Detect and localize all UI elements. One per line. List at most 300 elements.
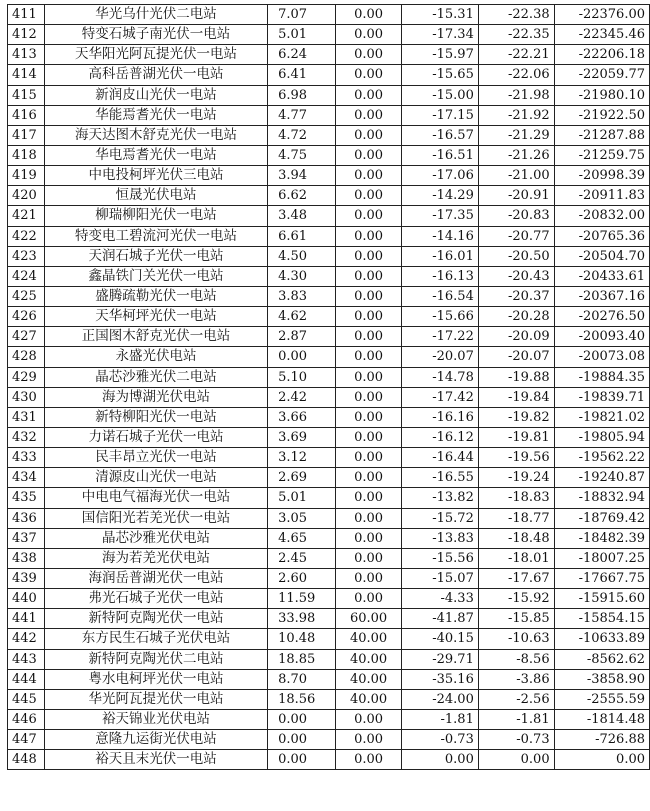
col-c-value: -20.07 — [402, 347, 478, 367]
table-row — [8, 730, 650, 750]
col-b-value: 0.00 — [335, 468, 402, 488]
col-a-value: 5.01 — [268, 488, 336, 508]
row-index: 438 — [8, 548, 45, 568]
col-a-value: 3.83 — [268, 286, 336, 306]
col-c-value: -41.87 — [402, 609, 478, 629]
row-index: 418 — [8, 145, 45, 165]
col-c-value: -17.15 — [402, 105, 478, 125]
station-name: 华光乌什光伏二电站 — [44, 5, 267, 25]
col-e-value: -20093.40 — [554, 327, 649, 347]
col-c-value: -16.12 — [402, 427, 478, 447]
table-row — [8, 125, 650, 145]
row-index: 425 — [8, 286, 45, 306]
row-index: 441 — [8, 609, 45, 629]
col-a-value: 18.85 — [268, 649, 336, 669]
col-b-value: 0.00 — [335, 286, 402, 306]
col-d-value: -22.38 — [478, 5, 554, 25]
station-name: 天华柯坪光伏一电站 — [44, 307, 267, 327]
station-name: 意隆九运街光伏电站 — [44, 730, 267, 750]
col-c-value: -17.34 — [402, 25, 478, 45]
col-b-value: 0.00 — [335, 327, 402, 347]
row-index: 442 — [8, 629, 45, 649]
col-d-value: -21.92 — [478, 105, 554, 125]
col-c-value: -17.42 — [402, 387, 478, 407]
col-d-value: -18.83 — [478, 488, 554, 508]
col-d-value: -20.83 — [478, 206, 554, 226]
col-c-value: -1.81 — [402, 709, 478, 729]
col-d-value: -8.56 — [478, 649, 554, 669]
col-d-value: -19.81 — [478, 427, 554, 447]
col-a-value: 10.48 — [268, 629, 336, 649]
col-d-value: -20.91 — [478, 186, 554, 206]
table-row — [8, 327, 650, 347]
col-a-value: 7.07 — [268, 5, 336, 25]
station-name: 国信阳光若羌光伏一电站 — [44, 508, 267, 528]
col-d-value: -0.73 — [478, 730, 554, 750]
col-e-value: -21287.88 — [554, 125, 649, 145]
col-c-value: -15.66 — [402, 307, 478, 327]
col-a-value: 4.50 — [268, 246, 336, 266]
col-a-value: 0.00 — [268, 709, 336, 729]
row-index: 439 — [8, 568, 45, 588]
col-a-value: 4.30 — [268, 266, 336, 286]
station-name: 清源皮山光伏一电站 — [44, 468, 267, 488]
row-index: 419 — [8, 166, 45, 186]
col-e-value: -21259.75 — [554, 145, 649, 165]
col-d-value: -20.37 — [478, 286, 554, 306]
col-c-value: -15.56 — [402, 548, 478, 568]
col-e-value: -21980.10 — [554, 85, 649, 105]
col-b-value: 0.00 — [335, 709, 402, 729]
col-b-value: 0.00 — [335, 166, 402, 186]
station-table — [7, 4, 650, 770]
row-index: 448 — [8, 750, 45, 770]
col-c-value: -0.73 — [402, 730, 478, 750]
col-d-value: -1.81 — [478, 709, 554, 729]
row-index: 415 — [8, 85, 45, 105]
col-c-value: -15.00 — [402, 85, 478, 105]
col-c-value: -15.97 — [402, 45, 478, 65]
col-d-value: -21.00 — [478, 166, 554, 186]
table-row — [8, 25, 650, 45]
row-index: 423 — [8, 246, 45, 266]
table-row — [8, 709, 650, 729]
col-e-value: -20911.83 — [554, 186, 649, 206]
col-e-value: -20433.61 — [554, 266, 649, 286]
col-b-value: 0.00 — [335, 85, 402, 105]
col-d-value: -21.98 — [478, 85, 554, 105]
col-d-value: -19.88 — [478, 367, 554, 387]
col-e-value: -19821.02 — [554, 407, 649, 427]
col-b-value: 0.00 — [335, 347, 402, 367]
table-row — [8, 488, 650, 508]
col-b-value: 0.00 — [335, 407, 402, 427]
station-name: 晶芯沙雅光伏二电站 — [44, 367, 267, 387]
row-index: 427 — [8, 327, 45, 347]
col-b-value: 0.00 — [335, 125, 402, 145]
col-b-value: 0.00 — [335, 266, 402, 286]
col-b-value: 0.00 — [335, 750, 402, 770]
row-index: 432 — [8, 427, 45, 447]
col-b-value: 0.00 — [335, 186, 402, 206]
col-e-value: -10633.89 — [554, 629, 649, 649]
station-name: 华光阿瓦提光伏一电站 — [44, 689, 267, 709]
col-d-value: -10.63 — [478, 629, 554, 649]
col-a-value: 18.56 — [268, 689, 336, 709]
row-index: 446 — [8, 709, 45, 729]
row-index: 412 — [8, 25, 45, 45]
station-name: 晶芯沙雅光伏电站 — [44, 528, 267, 548]
col-b-value: 0.00 — [335, 528, 402, 548]
col-a-value: 4.72 — [268, 125, 336, 145]
col-e-value: -22059.77 — [554, 65, 649, 85]
col-d-value: -18.77 — [478, 508, 554, 528]
station-name: 海为博湖光伏电站 — [44, 387, 267, 407]
col-b-value: 0.00 — [335, 5, 402, 25]
table-row — [8, 85, 650, 105]
station-name: 中电投柯坪光伏三电站 — [44, 166, 267, 186]
col-e-value: -19562.22 — [554, 448, 649, 468]
col-c-value: -4.33 — [402, 589, 478, 609]
col-a-value: 2.60 — [268, 568, 336, 588]
col-a-value: 6.24 — [268, 45, 336, 65]
col-e-value: -20504.70 — [554, 246, 649, 266]
row-index: 416 — [8, 105, 45, 125]
col-e-value: -18007.25 — [554, 548, 649, 568]
col-c-value: -16.57 — [402, 125, 478, 145]
col-b-value: 0.00 — [335, 45, 402, 65]
col-e-value: -2555.59 — [554, 689, 649, 709]
col-c-value: -29.71 — [402, 649, 478, 669]
table-row — [8, 45, 650, 65]
col-a-value: 6.41 — [268, 65, 336, 85]
col-e-value: -20073.08 — [554, 347, 649, 367]
table-row — [8, 266, 650, 286]
col-a-value: 3.05 — [268, 508, 336, 528]
col-c-value: -14.16 — [402, 226, 478, 246]
col-c-value: -16.51 — [402, 145, 478, 165]
col-b-value: 0.00 — [335, 387, 402, 407]
col-c-value: -40.15 — [402, 629, 478, 649]
col-d-value: -18.48 — [478, 528, 554, 548]
table-row — [8, 206, 650, 226]
col-a-value: 5.01 — [268, 25, 336, 45]
table-row — [8, 145, 650, 165]
col-a-value: 0.00 — [268, 347, 336, 367]
row-index: 434 — [8, 468, 45, 488]
table-row — [8, 568, 650, 588]
col-d-value: -15.92 — [478, 589, 554, 609]
col-d-value: -15.85 — [478, 609, 554, 629]
col-c-value: -17.06 — [402, 166, 478, 186]
col-d-value: -19.82 — [478, 407, 554, 427]
row-index: 414 — [8, 65, 45, 85]
row-index: 437 — [8, 528, 45, 548]
col-e-value: -20367.16 — [554, 286, 649, 306]
station-name: 粤水电柯坪光伏一电站 — [44, 669, 267, 689]
table-row — [8, 589, 650, 609]
col-e-value: -20998.39 — [554, 166, 649, 186]
row-index: 424 — [8, 266, 45, 286]
col-d-value: -18.01 — [478, 548, 554, 568]
station-name: 裕天锦业光伏电站 — [44, 709, 267, 729]
table-row — [8, 307, 650, 327]
col-a-value: 6.98 — [268, 85, 336, 105]
row-index: 440 — [8, 589, 45, 609]
station-name: 新特阿克陶光伏一电站 — [44, 609, 267, 629]
col-a-value: 2.45 — [268, 548, 336, 568]
col-d-value: -22.06 — [478, 65, 554, 85]
station-name: 正国图木舒克光伏一电站 — [44, 327, 267, 347]
station-name: 特变石城子南光伏一电站 — [44, 25, 267, 45]
col-a-value: 3.69 — [268, 427, 336, 447]
col-e-value: -726.88 — [554, 730, 649, 750]
table-row — [8, 407, 650, 427]
station-name: 盛腾疏勒光伏一电站 — [44, 286, 267, 306]
col-b-value: 0.00 — [335, 246, 402, 266]
station-name: 新特阿克陶光伏二电站 — [44, 649, 267, 669]
col-a-value: 11.59 — [268, 589, 336, 609]
col-a-value: 5.10 — [268, 367, 336, 387]
station-name: 华能焉耆光伏一电站 — [44, 105, 267, 125]
station-name: 高科岳普湖光伏一电站 — [44, 65, 267, 85]
col-d-value: -2.56 — [478, 689, 554, 709]
col-a-value: 0.00 — [268, 730, 336, 750]
col-d-value: -20.50 — [478, 246, 554, 266]
station-name: 新润皮山光伏一电站 — [44, 85, 267, 105]
col-c-value: -16.55 — [402, 468, 478, 488]
row-index: 422 — [8, 226, 45, 246]
col-c-value: -17.35 — [402, 206, 478, 226]
table-row — [8, 508, 650, 528]
station-name: 力诺石城子光伏一电站 — [44, 427, 267, 447]
col-b-value: 40.00 — [335, 629, 402, 649]
station-name: 华电焉耆光伏一电站 — [44, 145, 267, 165]
col-a-value: 33.98 — [268, 609, 336, 629]
col-c-value: -16.01 — [402, 246, 478, 266]
col-c-value: -35.16 — [402, 669, 478, 689]
col-c-value: -14.29 — [402, 186, 478, 206]
col-e-value: -20765.36 — [554, 226, 649, 246]
table-row — [8, 629, 650, 649]
col-d-value: -20.07 — [478, 347, 554, 367]
table-row — [8, 669, 650, 689]
col-e-value: -18482.39 — [554, 528, 649, 548]
table-row — [8, 226, 650, 246]
col-d-value: -19.84 — [478, 387, 554, 407]
table-row — [8, 166, 650, 186]
table-row — [8, 689, 650, 709]
table-row — [8, 448, 650, 468]
col-e-value: -20832.00 — [554, 206, 649, 226]
col-e-value: 0.00 — [554, 750, 649, 770]
row-index: 428 — [8, 347, 45, 367]
table-row — [8, 387, 650, 407]
col-e-value: -19884.35 — [554, 367, 649, 387]
col-d-value: -19.24 — [478, 468, 554, 488]
col-a-value: 2.69 — [268, 468, 336, 488]
col-e-value: -19805.94 — [554, 427, 649, 447]
col-a-value: 4.62 — [268, 307, 336, 327]
col-e-value: -22345.46 — [554, 25, 649, 45]
row-index: 431 — [8, 407, 45, 427]
row-index: 435 — [8, 488, 45, 508]
station-name: 弗光石城子光伏一电站 — [44, 589, 267, 609]
col-d-value: -19.56 — [478, 448, 554, 468]
col-b-value: 0.00 — [335, 65, 402, 85]
row-index: 444 — [8, 669, 45, 689]
col-e-value: -17667.75 — [554, 568, 649, 588]
station-name: 柳瑞柳阳光伏一电站 — [44, 206, 267, 226]
table-row — [8, 246, 650, 266]
table-row — [8, 528, 650, 548]
col-a-value: 8.70 — [268, 669, 336, 689]
row-index: 443 — [8, 649, 45, 669]
col-a-value: 6.62 — [268, 186, 336, 206]
col-e-value: -15854.15 — [554, 609, 649, 629]
table-row — [8, 649, 650, 669]
col-a-value: 3.94 — [268, 166, 336, 186]
station-name: 海为若羌光伏电站 — [44, 548, 267, 568]
col-b-value: 40.00 — [335, 649, 402, 669]
table-body — [8, 5, 650, 770]
col-a-value: 4.65 — [268, 528, 336, 548]
col-b-value: 0.00 — [335, 448, 402, 468]
col-b-value: 0.00 — [335, 307, 402, 327]
row-index: 421 — [8, 206, 45, 226]
col-c-value: -15.65 — [402, 65, 478, 85]
table-row — [8, 468, 650, 488]
col-d-value: -21.26 — [478, 145, 554, 165]
col-e-value: -19240.87 — [554, 468, 649, 488]
col-e-value: -18832.94 — [554, 488, 649, 508]
col-d-value: -3.86 — [478, 669, 554, 689]
station-name: 海润岳普湖光伏一电站 — [44, 568, 267, 588]
col-e-value: -20276.50 — [554, 307, 649, 327]
row-index: 420 — [8, 186, 45, 206]
col-b-value: 0.00 — [335, 427, 402, 447]
col-d-value: -22.35 — [478, 25, 554, 45]
col-e-value: -15915.60 — [554, 589, 649, 609]
table-row — [8, 5, 650, 25]
col-e-value: -3858.90 — [554, 669, 649, 689]
col-c-value: -17.22 — [402, 327, 478, 347]
table-row — [8, 750, 650, 770]
col-b-value: 0.00 — [335, 206, 402, 226]
col-a-value: 2.87 — [268, 327, 336, 347]
col-c-value: -15.72 — [402, 508, 478, 528]
row-index: 436 — [8, 508, 45, 528]
col-e-value: -19839.71 — [554, 387, 649, 407]
station-name: 裕天且末光伏一电站 — [44, 750, 267, 770]
row-index: 430 — [8, 387, 45, 407]
row-index: 445 — [8, 689, 45, 709]
col-d-value: 0.00 — [478, 750, 554, 770]
station-name: 特变电工碧流河光伏一电站 — [44, 226, 267, 246]
col-c-value: -14.78 — [402, 367, 478, 387]
col-e-value: -22376.00 — [554, 5, 649, 25]
col-c-value: 0.00 — [402, 750, 478, 770]
col-a-value: 3.12 — [268, 448, 336, 468]
col-d-value: -17.67 — [478, 568, 554, 588]
station-name: 天润石城子光伏一电站 — [44, 246, 267, 266]
station-name: 鑫晶铁门关光伏一电站 — [44, 266, 267, 286]
col-a-value: 4.75 — [268, 145, 336, 165]
row-index: 433 — [8, 448, 45, 468]
col-a-value: 3.66 — [268, 407, 336, 427]
col-d-value: -21.29 — [478, 125, 554, 145]
station-name: 中电电气福海光伏一电站 — [44, 488, 267, 508]
row-index: 413 — [8, 45, 45, 65]
col-d-value: -20.28 — [478, 307, 554, 327]
col-c-value: -15.07 — [402, 568, 478, 588]
table-row — [8, 186, 650, 206]
row-index: 426 — [8, 307, 45, 327]
col-e-value: -8562.62 — [554, 649, 649, 669]
station-name: 新特柳阳光伏一电站 — [44, 407, 267, 427]
col-d-value: -20.09 — [478, 327, 554, 347]
col-a-value: 6.61 — [268, 226, 336, 246]
station-name: 永盛光伏电站 — [44, 347, 267, 367]
col-b-value: 0.00 — [335, 568, 402, 588]
row-index: 447 — [8, 730, 45, 750]
table-row — [8, 367, 650, 387]
table-row — [8, 609, 650, 629]
row-index: 429 — [8, 367, 45, 387]
table-row — [8, 65, 650, 85]
col-b-value: 0.00 — [335, 508, 402, 528]
col-b-value: 0.00 — [335, 730, 402, 750]
col-b-value: 0.00 — [335, 548, 402, 568]
col-c-value: -13.83 — [402, 528, 478, 548]
col-e-value: -1814.48 — [554, 709, 649, 729]
col-e-value: -18769.42 — [554, 508, 649, 528]
table-row — [8, 286, 650, 306]
col-a-value: 2.42 — [268, 387, 336, 407]
col-b-value: 0.00 — [335, 145, 402, 165]
col-b-value: 0.00 — [335, 226, 402, 246]
col-b-value: 0.00 — [335, 589, 402, 609]
col-e-value: -22206.18 — [554, 45, 649, 65]
col-b-value: 0.00 — [335, 367, 402, 387]
station-name: 东方民生石城子光伏电站 — [44, 629, 267, 649]
table-row — [8, 347, 650, 367]
col-b-value: 0.00 — [335, 105, 402, 125]
col-d-value: -22.21 — [478, 45, 554, 65]
col-c-value: -13.82 — [402, 488, 478, 508]
col-a-value: 0.00 — [268, 750, 336, 770]
col-c-value: -15.31 — [402, 5, 478, 25]
station-name: 海天达图木舒克光伏一电站 — [44, 125, 267, 145]
station-name: 恒晟光伏电站 — [44, 186, 267, 206]
row-index: 417 — [8, 125, 45, 145]
col-b-value: 40.00 — [335, 689, 402, 709]
station-name: 天华阳光阿瓦提光伏一电站 — [44, 45, 267, 65]
col-b-value: 40.00 — [335, 669, 402, 689]
table-row — [8, 427, 650, 447]
col-b-value: 60.00 — [335, 609, 402, 629]
col-d-value: -20.43 — [478, 266, 554, 286]
col-c-value: -16.54 — [402, 286, 478, 306]
col-e-value: -21922.50 — [554, 105, 649, 125]
row-index: 411 — [8, 5, 45, 25]
col-c-value: -16.16 — [402, 407, 478, 427]
col-a-value: 4.77 — [268, 105, 336, 125]
col-c-value: -16.13 — [402, 266, 478, 286]
col-d-value: -20.77 — [478, 226, 554, 246]
col-a-value: 3.48 — [268, 206, 336, 226]
station-name: 民丰昂立光伏一电站 — [44, 448, 267, 468]
